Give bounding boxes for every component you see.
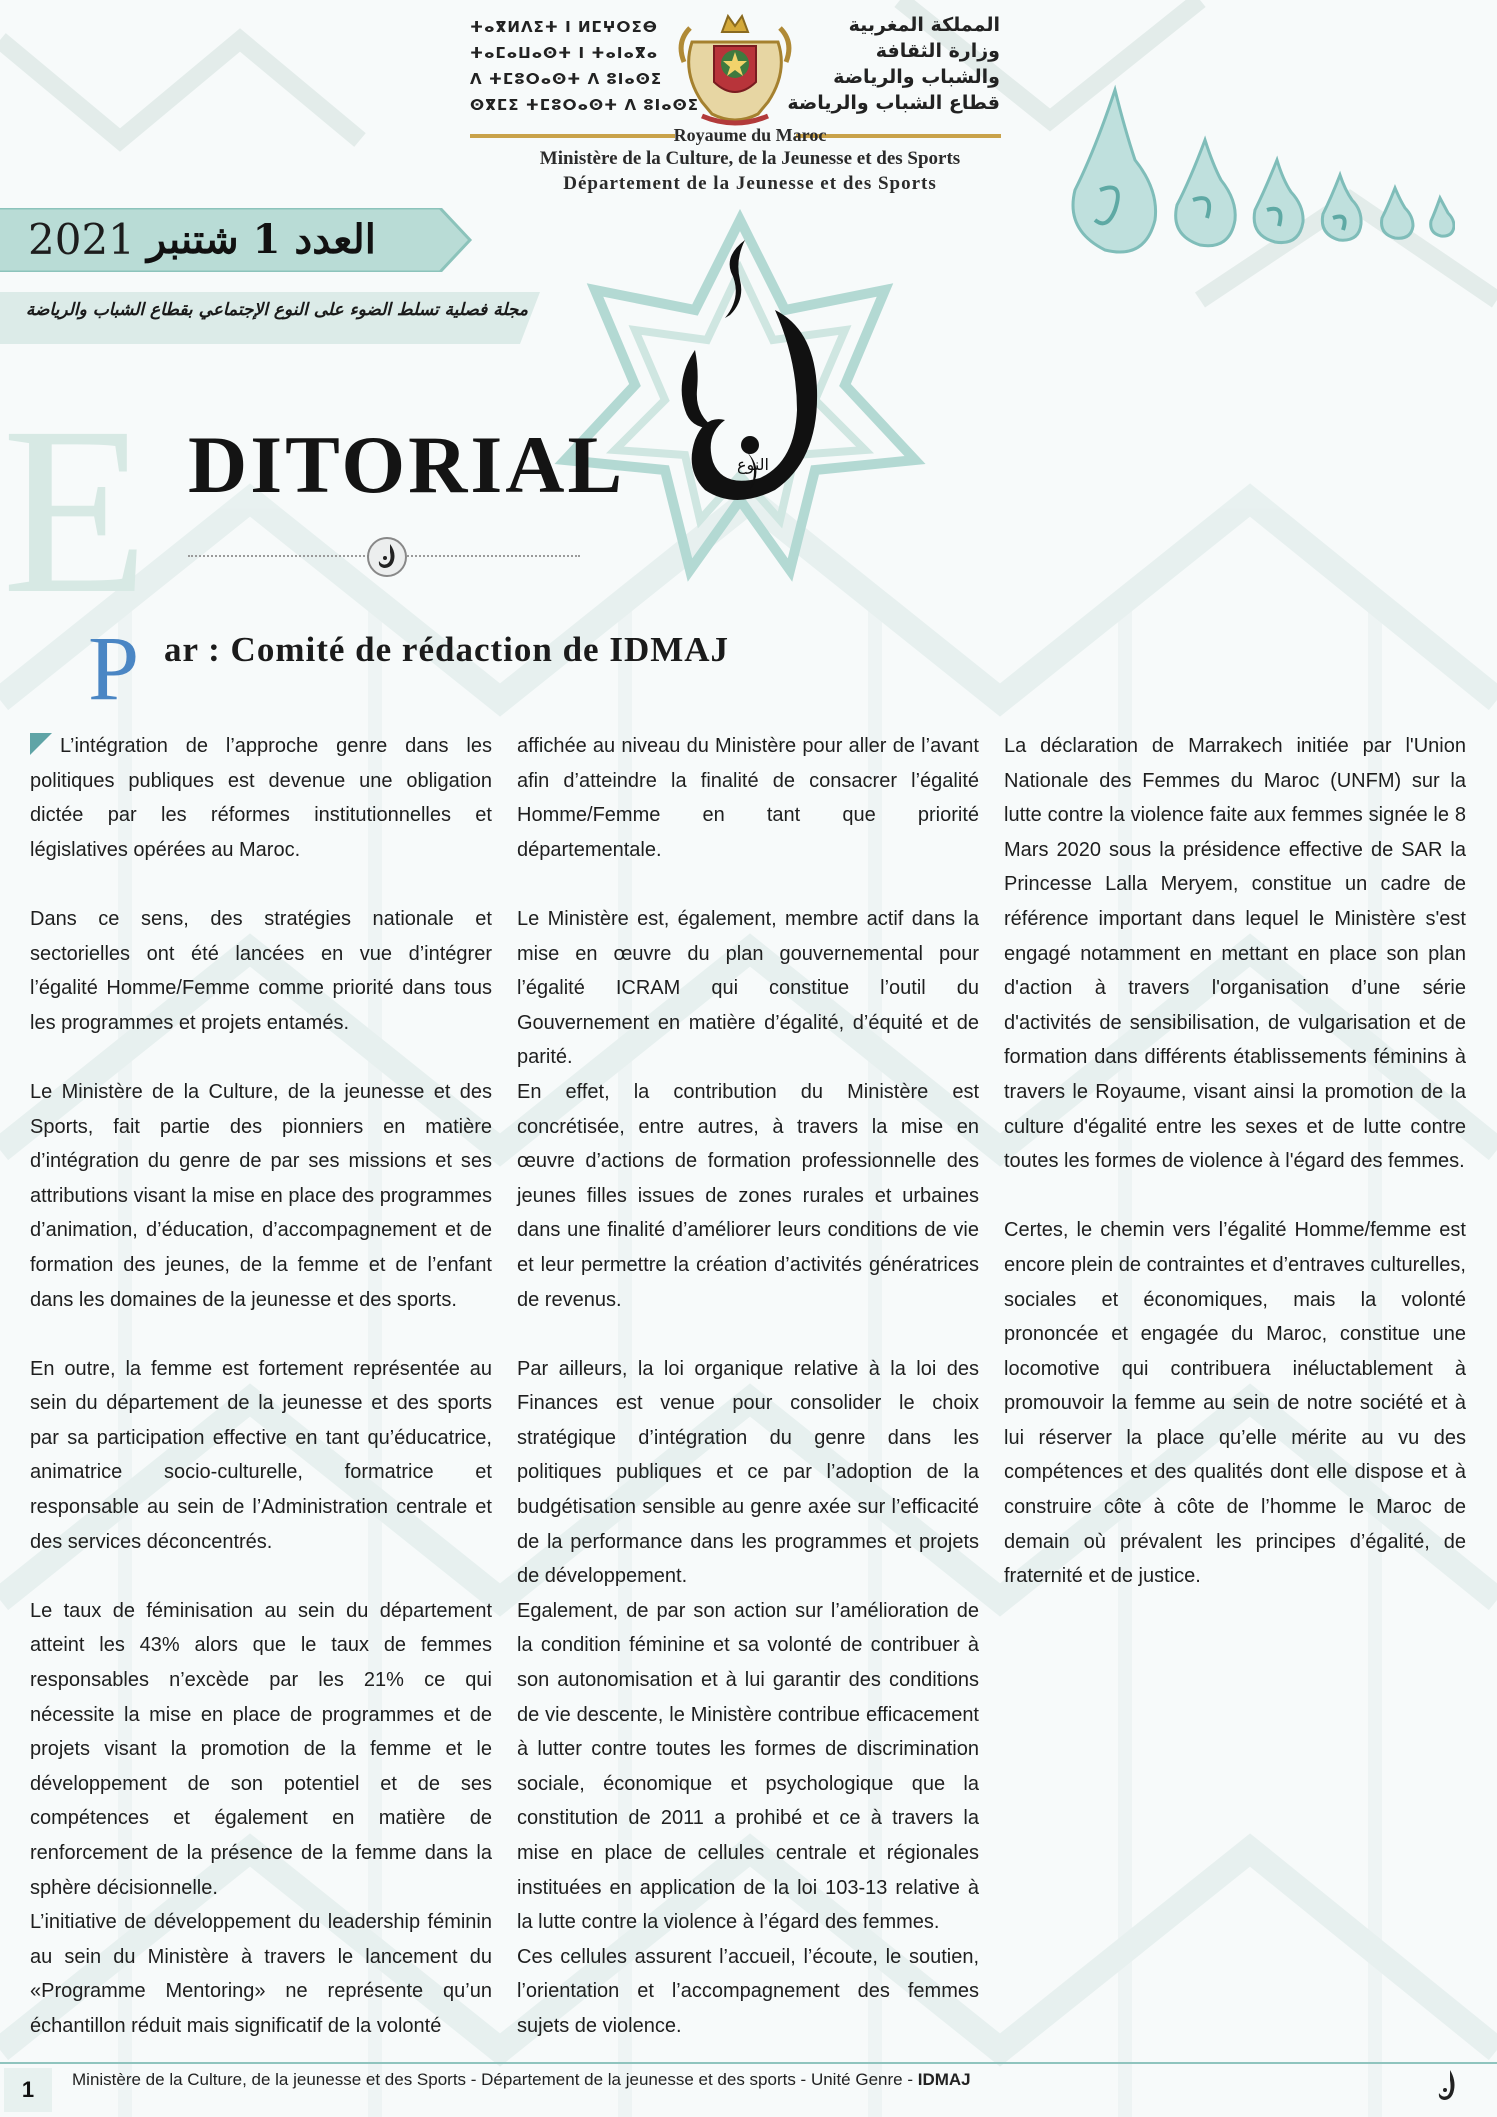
tifinagh-line: ⵙⴳⵎⵉ ⵜⵎⵓⵔⴰⵙⵜ ⴷ ⵓⵏⴰⵙⵉ	[470, 96, 699, 114]
issue-arabic: العدد 1 شتنبر	[146, 215, 376, 263]
footer-logo-icon	[1432, 2066, 1462, 2106]
byline-text: ar : Comité de rédaction de IDMAJ	[164, 630, 730, 669]
coat-of-arms-icon	[672, 2, 798, 130]
french-header	[460, 124, 1040, 196]
arabic-line: والشباب والرياضة	[833, 66, 1000, 88]
small-idmaj-logo-icon	[366, 536, 408, 578]
idmaj-calligraphy-logo-icon	[545, 200, 935, 600]
article-column-3	[1004, 729, 1466, 1628]
paragraph: En effet, la contribution du Ministère est concrétisée, entre autres, à travers la mise en œuvre d’actions de formation professionnelle des jeunes filles issues de zones rurales et urbaines dans une finalité d’améliorer leurs conditions de vie et leur permettre la création d’activités génératrices de revenus.	[517, 1080, 979, 1311]
paragraph: Le Ministère est, également, membre actif dans la mise en œuvre du plan gouvernemental pour l’égalité ICRAM qui constitue l’outil du Gouvernement en matière d’égalité, d’équité et de parité.	[517, 907, 979, 1069]
footer-text: Ministère de la Culture, de la jeunesse et des Sports - Département de la jeunesse et des sports - Unité Genre - IDMAJ	[72, 2070, 971, 2089]
arabic-line: وزارة الثقافة	[875, 40, 1000, 62]
editorial-title: DITORIAL	[188, 419, 626, 510]
byline-initial: P	[88, 617, 140, 719]
paragraph: Par ailleurs, la loi organique relative à la loi des Finances est venue pour consolider le choix stratégique d’intégration du genre dans les politiques publiques et ce par l’adoption de la budgétisation sensible au genre axée sur l’efficacité de la performance dans les programmes et projets de développement.	[517, 1357, 979, 1588]
ministry-name: Ministère de la Culture, de la Jeunesse et des Sports	[539, 148, 961, 169]
arabic-line: المملكة المغربية	[848, 14, 1000, 36]
magazine-subtitle: مجلة فصلية تسلط الضوء على النوع الإجتماعي بقطاع الشباب والرياضة	[25, 300, 528, 320]
paragraph: La déclaration de Marrakech initiée par l'Union Nationale des Femmes du Maroc (UNFM) sur la lutte contre la violence faite aux femmes signée le 8 Mars 2020 sous la présidence effective de SAR la Princesse Lalla Meryem, constitue un cadre de référence important dans lequel le Ministère s'est engagé notamment en mettant en place son plan d'action à travers l'organisation d’une série d'activités de sensibilisation, de vulgarisation et de formation dans différents établissements féminins à travers le Royaume, visant ainsi la promotion de la culture d'égalité entre les sexes et de lutte contre toutes les formes de violence à l'égard des femmes.	[1004, 735, 1466, 1173]
article-column-1	[30, 729, 492, 2044]
department-name: Département de la Jeunesse et des Sports	[563, 173, 937, 194]
paragraph-marker-icon	[30, 733, 52, 755]
page-number: 1	[4, 2068, 52, 2112]
footer-brand: IDMAJ	[917, 2070, 971, 2089]
kingdom-name: Royaume du Maroc	[673, 125, 827, 145]
paragraph: affichée au niveau du Ministère pour aller de l’avant afin d’atteindre la finalité de consacrer l’égalité Homme/Femme en tant que priorité départementale.	[517, 735, 979, 861]
article-column-2	[517, 729, 979, 2044]
paragraph: En outre, la femme est fortement représentée au sein du département de la jeunesse et des sports par sa participation effective en tant qu’éducatrice, animatrice socio-culturelle, formatrice et responsable au sein de l’Administration centrale et des services déconcentrés.	[30, 1357, 492, 1553]
paragraph: Dans ce sens, des stratégies nationale et sectorielles ont été lancées en vue d’intégrer l’égalité Homme/Femme comme priorité dans tous les programmes et projets entamés.	[30, 907, 492, 1034]
editorial-initial: E	[2, 377, 149, 643]
arabic-line: قطاع الشباب والرياضة	[787, 92, 1000, 114]
arabic-header	[787, 12, 1000, 116]
paragraph: Le taux de féminisation au sein du département atteint les 43% alors que le taux de femmes responsables n’excède par les 21% ce qui nécessite la mise en place de programmes et de projets visant la promotion de la femme et le développement de son potentiel et de ses compétences et également en matière de renforcement de la présence de la femme dans la sphère décisionnelle.	[30, 1599, 492, 1899]
paragraph: Egalement, de par son action sur l’amélioration de la condition féminine et sa volonté de contribuer à son autonomisation et à lui garantir des conditions de vie descente, le Ministère contribue efficacement à lutter contre toutes les formes de discrimination sociale, économique et psychologique que la constitution de 2011 a prohibé et ce à travers la mise en place de cellules centrale et régionales instituées en application de la loi 103-13 relative à la lutte contre la violence à l’égard des femmes.	[517, 1599, 979, 1934]
svg-text:النوع: النوع	[737, 455, 769, 474]
issue-year: 2021	[28, 214, 135, 264]
issue-line	[28, 206, 448, 272]
tifinagh-line: ⵜⴰⴳⵍⴷⵉⵜ ⵏ ⵍⵎⵖⵔⵉⴱ	[470, 18, 658, 36]
paragraph: Certes, le chemin vers l’égalité Homme/femme est encore plein de contraintes et d’entraves culturelles, sociales et économiques, mais la volonté prononcée et engagée du Maroc, constitue une locomotive qui contribuera inéluctablement à promouvoir la femme au sein de notre société et à lui réserver la place qu’elle mérite au vu des compétences et des qualités dont elle dispose et à construire côte à côte de l’homme le Maroc de demain où prévalent les principes d’égalité, de fraternité et de justice.	[1004, 1219, 1466, 1588]
paragraph: L’initiative de développement du leadership féminin au sein du Ministère à travers le lancement du «Programme Mentoring» ne représente qu’un échantillon réduit mais significatif de la volonté	[30, 1911, 492, 2037]
footer-rule	[0, 2062, 1497, 2064]
tifinagh-header	[470, 14, 699, 118]
paragraph: L’intégration de l’approche genre dans les politiques publiques est devenue une obligation dictée par les réformes institutionnelles et législatives opérées au Maroc.	[30, 735, 492, 861]
paragraph: Ces cellules assurent l’accueil, l’écoute, le soutien, l’orientation et l’accompagnement des femmes sujets de violence.	[517, 1945, 979, 2037]
water-drops-icon	[1055, 80, 1455, 280]
tifinagh-line: ⵜⴰⵎⴰⵡⴰⵙⵜ ⵏ ⵜⴰⵏⴰⴳⴰ	[470, 44, 659, 62]
paragraph: Le Ministère de la Culture, de la jeunesse et des Sports, fait partie des pionniers en matière d’intégration du genre de par ses missions et ses attributions visant la mise en place des programmes d’animation, d’éducation, d’accompagnement et de formation des jeunes, de la femme et de l’enfant dans les domaines de la jeunesse et des sports.	[30, 1080, 492, 1311]
tifinagh-line: ⴷ ⵜⵎⵓⵔⴰⵙⵜ ⴷ ⵓⵏⴰⵙⵉ	[470, 70, 663, 88]
